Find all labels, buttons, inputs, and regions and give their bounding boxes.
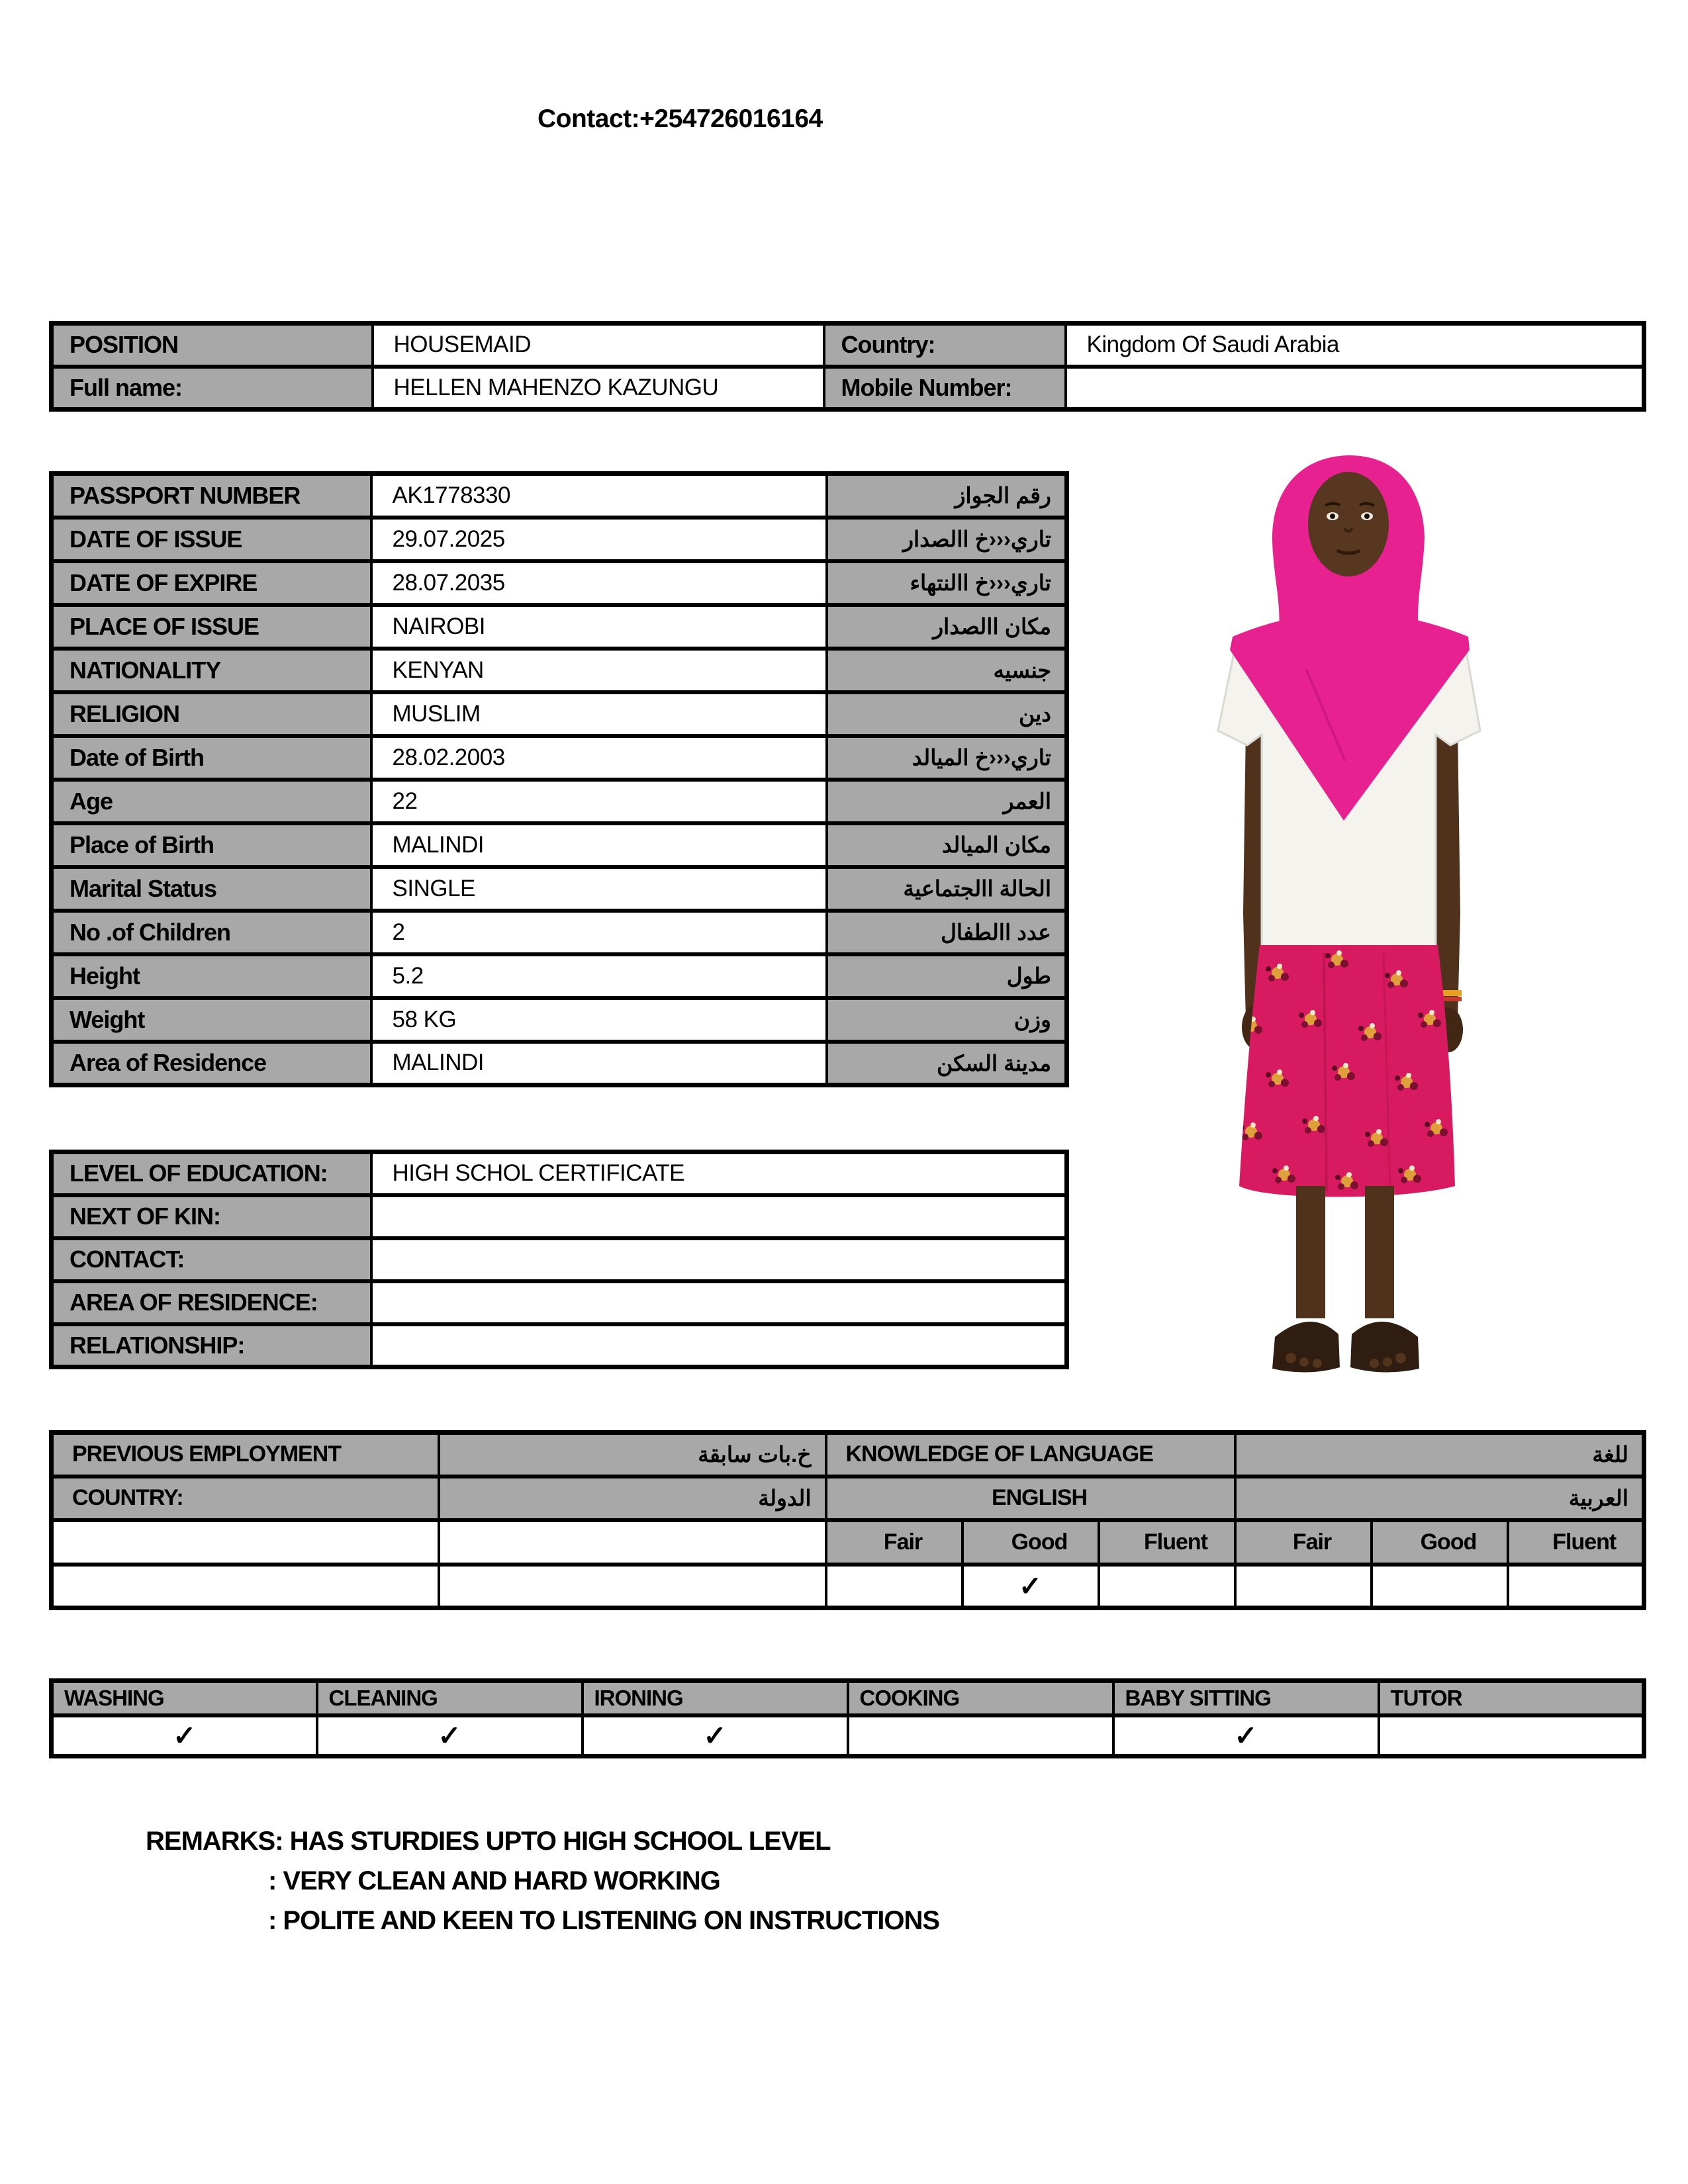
- row-value: 58 KG: [371, 998, 827, 1042]
- remarks-block: [146, 1821, 939, 1940]
- mobile-value: [1066, 367, 1644, 410]
- row-arabic-label: جنسيه: [827, 649, 1067, 692]
- previous-employment-entry-cell: [439, 1565, 826, 1608]
- applicant-photo: [1172, 450, 1496, 1383]
- country-label: Country:: [824, 324, 1066, 367]
- mobile-label: Mobile Number:: [824, 367, 1066, 410]
- row-arabic-label: طول: [827, 954, 1067, 998]
- row-value: [371, 1195, 1067, 1238]
- row-arabic-label: عدد االطفال: [827, 911, 1067, 954]
- row-arabic-label: تاري‹‹‹خ االنتهاء: [827, 561, 1067, 605]
- skill-header: WASHING: [52, 1681, 317, 1715]
- skill-check-cell: ✓: [1113, 1715, 1379, 1756]
- row-label: Height: [52, 954, 371, 998]
- row-label: No .of Children: [52, 911, 371, 954]
- fullname-label: Full name:: [52, 367, 373, 410]
- identity-table: [49, 321, 1646, 412]
- row-value: [371, 1324, 1067, 1367]
- row-label: PLACE OF ISSUE: [52, 605, 371, 649]
- level-header: Fluent: [1508, 1520, 1644, 1565]
- skill-check-cell: [848, 1715, 1113, 1756]
- row-label: Age: [52, 780, 371, 823]
- row-label: DATE OF ISSUE: [52, 518, 371, 561]
- row-arabic-label: تاري‹‹‹خ الميالد: [827, 736, 1067, 780]
- remarks-line: : POLITE AND KEEN TO LISTENING ON INSTRUCTIONS: [268, 1906, 940, 1935]
- row-value: NAIROBI: [371, 605, 827, 649]
- level-check-cell: [1099, 1565, 1235, 1608]
- skill-header: IRONING: [583, 1681, 848, 1715]
- skill-header: TUTOR: [1379, 1681, 1644, 1715]
- english-label: ENGLISH: [826, 1477, 1235, 1520]
- skills-table: [49, 1678, 1646, 1758]
- row-arabic-label: تاري‹‹‹خ االصدار: [827, 518, 1067, 561]
- row-value: SINGLE: [371, 867, 827, 911]
- row-label: RELIGION: [52, 692, 371, 736]
- row-value: HIGH SCHOL CERTIFICATE: [371, 1152, 1067, 1195]
- skill-check-cell: ✓: [317, 1715, 583, 1756]
- row-arabic-label: العمر: [827, 780, 1067, 823]
- row-label: CONTACT:: [52, 1238, 371, 1281]
- row-value: MALINDI: [371, 823, 827, 867]
- level-check-cell: [1235, 1565, 1372, 1608]
- row-value: MALINDI: [371, 1042, 827, 1085]
- language-arabic-label: للغة: [1235, 1433, 1644, 1477]
- row-label: NATIONALITY: [52, 649, 371, 692]
- skill-header: BABY SITTING: [1113, 1681, 1379, 1715]
- fullname-value: HELLEN MAHENZO KAZUNGU: [373, 367, 824, 410]
- row-value: MUSLIM: [371, 692, 827, 736]
- row-arabic-label: رقم الجواز: [827, 474, 1067, 518]
- level-header: Fair: [826, 1520, 962, 1565]
- row-value: 5.2: [371, 954, 827, 998]
- level-check-cell: [826, 1565, 962, 1608]
- country-arabic-label: الدولة: [439, 1477, 826, 1520]
- remarks-line: : VERY CLEAN AND HARD WORKING: [268, 1866, 720, 1895]
- row-label: Place of Birth: [52, 823, 371, 867]
- row-label: NEXT OF KIN:: [52, 1195, 371, 1238]
- previous-employment-label: PREVIOUS EMPLOYMENT: [52, 1433, 439, 1477]
- row-value: [371, 1281, 1067, 1324]
- previous-employment-entry-cell: [52, 1520, 439, 1565]
- row-label: PASSPORT NUMBER: [52, 474, 371, 518]
- row-label: DATE OF EXPIRE: [52, 561, 371, 605]
- row-value: KENYAN: [371, 649, 827, 692]
- level-check-cell: [1372, 1565, 1508, 1608]
- row-value: 2: [371, 911, 827, 954]
- skill-check-cell: ✓: [52, 1715, 317, 1756]
- level-header: Fluent: [1099, 1520, 1235, 1565]
- position-value: HOUSEMAID: [373, 324, 824, 367]
- passport-table: [49, 471, 1069, 1087]
- previous-employment-entry-cell: [52, 1565, 439, 1608]
- country-row-label: COUNTRY:: [52, 1477, 439, 1520]
- previous-employment-entry-cell: [439, 1520, 826, 1565]
- position-label: POSITION: [52, 324, 373, 367]
- level-check-cell: ✓: [962, 1565, 1099, 1608]
- country-value: Kingdom Of Saudi Arabia: [1066, 324, 1644, 367]
- row-label: Date of Birth: [52, 736, 371, 780]
- row-value: 28.07.2035: [371, 561, 827, 605]
- row-arabic-label: مكان الميالد: [827, 823, 1067, 867]
- row-arabic-label: الحالة االجتماعية: [827, 867, 1067, 911]
- remarks-line: REMARKS: HAS STURDIES UPTO HIGH SCHOOL LEVEL: [146, 1827, 831, 1856]
- row-value: 22: [371, 780, 827, 823]
- row-label: Weight: [52, 998, 371, 1042]
- skill-check-cell: ✓: [583, 1715, 848, 1756]
- row-label: AREA OF RESIDENCE:: [52, 1281, 371, 1324]
- row-arabic-label: مدينة السكن: [827, 1042, 1067, 1085]
- contact-line: Contact:+254726016164: [538, 105, 823, 133]
- arabic-language-label: العربية: [1235, 1477, 1644, 1520]
- row-label: Marital Status: [52, 867, 371, 911]
- row-value: [371, 1238, 1067, 1281]
- level-check-cell: [1508, 1565, 1644, 1608]
- knowledge-of-language-label: KNOWLEDGE OF LANGUAGE: [826, 1433, 1235, 1477]
- row-value: 29.07.2025: [371, 518, 827, 561]
- level-header: Fair: [1235, 1520, 1372, 1565]
- row-arabic-label: دين: [827, 692, 1067, 736]
- previous-employment-arabic-label: خ.بات سابقة: [439, 1433, 826, 1477]
- row-value: AK1778330: [371, 474, 827, 518]
- skill-header: COOKING: [848, 1681, 1113, 1715]
- row-value: 28.02.2003: [371, 736, 827, 780]
- row-arabic-label: مكان االصدار: [827, 605, 1067, 649]
- row-label: LEVEL OF EDUCATION:: [52, 1152, 371, 1195]
- employment-language-table: [49, 1430, 1646, 1610]
- row-label: RELATIONSHIP:: [52, 1324, 371, 1367]
- level-header: Good: [962, 1520, 1099, 1565]
- level-header: Good: [1372, 1520, 1508, 1565]
- row-arabic-label: وزن: [827, 998, 1067, 1042]
- row-label: Area of Residence: [52, 1042, 371, 1085]
- education-table: [49, 1150, 1069, 1369]
- skill-check-cell: [1379, 1715, 1644, 1756]
- skill-header: CLEANING: [317, 1681, 583, 1715]
